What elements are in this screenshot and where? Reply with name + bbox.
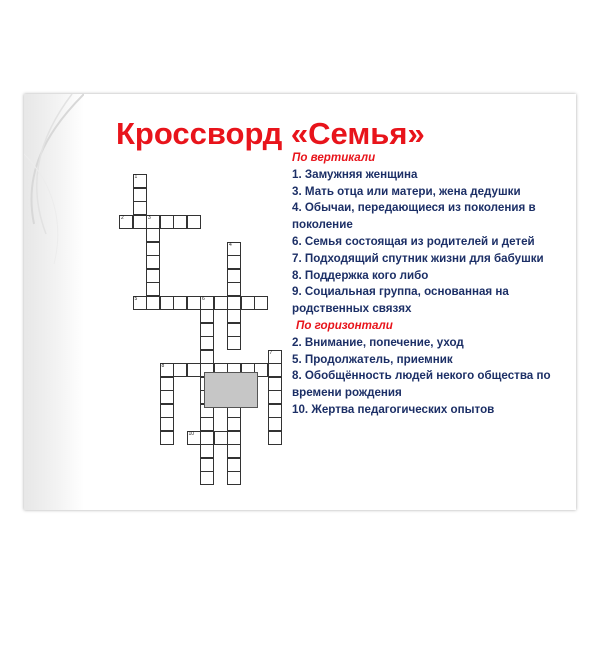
vertical-clue-4: 4. Обычаи, передающиеся из поколения в поколение: [292, 201, 536, 232]
crossword-cell-number: 2: [121, 214, 124, 221]
crossword-cell[interactable]: [133, 201, 147, 215]
crossword-cell[interactable]: [254, 296, 268, 310]
crossword-cell[interactable]: [160, 296, 174, 310]
crossword-cell[interactable]: [268, 417, 282, 431]
crossword-cell[interactable]: [160, 363, 174, 377]
page-title: Кроссворд «Семья»: [116, 116, 425, 151]
crossword-cell[interactable]: [133, 296, 147, 310]
crossword-cell[interactable]: [227, 282, 241, 296]
crossword-cell[interactable]: [187, 296, 201, 310]
crossword-cell-number: 1: [134, 174, 138, 180]
crossword-cell[interactable]: [227, 417, 241, 431]
crossword-cell[interactable]: [268, 431, 282, 445]
crossword-cell[interactable]: [227, 242, 241, 256]
crossword-cell[interactable]: [227, 323, 241, 337]
crossword-cell[interactable]: [160, 404, 174, 418]
crossword-cell[interactable]: [227, 471, 241, 485]
crossword-cell-number: 3: [148, 214, 151, 221]
crossword-cell[interactable]: [146, 269, 160, 283]
crossword-cell[interactable]: [160, 431, 174, 445]
crossword-cell-number: 7: [269, 349, 273, 356]
horizontal-clue-10: 10. Жертва педагогических опытов: [292, 402, 495, 416]
crossword-cell[interactable]: [160, 215, 174, 229]
crossword-cell-number: 5: [134, 295, 138, 302]
crossword-cell[interactable]: [214, 431, 228, 445]
crossword-cell[interactable]: [160, 417, 174, 431]
slide: [24, 94, 576, 510]
crossword-cell[interactable]: [268, 404, 282, 418]
crossword-grid: [119, 174, 279, 480]
crossword-cell[interactable]: [187, 431, 201, 445]
crossword-cell[interactable]: [268, 350, 282, 364]
vertical-clue-6: 6. Семья состоящая из родителей и детей: [292, 234, 535, 248]
crossword-cell[interactable]: [146, 228, 160, 242]
crossword-cell[interactable]: [241, 296, 255, 310]
vertical-clue-3: 3. Мать отца или матери, жена дедушки: [292, 184, 521, 198]
crossword-cell[interactable]: [227, 431, 241, 445]
crossword-cell[interactable]: [268, 377, 282, 391]
crossword-cell[interactable]: [268, 363, 282, 377]
vertical-clue-9: 9. Социальная группа, основанная на родственных связях: [292, 285, 509, 316]
crossword-cell[interactable]: [268, 390, 282, 404]
crossword-cell[interactable]: [146, 282, 160, 296]
crossword-cell[interactable]: [227, 444, 241, 458]
crossword-cell-number: 4: [229, 241, 232, 248]
crossword-cell[interactable]: [146, 215, 160, 229]
crossword-cell[interactable]: [227, 255, 241, 269]
crossword-cell[interactable]: [200, 350, 214, 364]
crossword-cell-number: 10: [188, 430, 195, 437]
crossword-cell[interactable]: [160, 390, 174, 404]
vertical-clue-1: 1. Замужняя женщина: [292, 167, 418, 181]
crossword-cell[interactable]: [173, 363, 187, 377]
crossword-cell[interactable]: [200, 323, 214, 337]
crossword-cell[interactable]: [146, 296, 160, 310]
crossword-cell[interactable]: [187, 363, 201, 377]
crossword-cell[interactable]: [119, 215, 133, 229]
vertical-heading: По вертикали: [292, 151, 376, 164]
crossword-cell[interactable]: [200, 309, 214, 323]
crossword-cell[interactable]: [146, 255, 160, 269]
crossword-cell-number: 8: [161, 363, 165, 369]
crossword-cell[interactable]: [200, 431, 214, 445]
slide-decoration: [24, 94, 84, 510]
horizontal-clue-5: 5. Продолжатель, приемник: [292, 352, 453, 366]
crossword-cell[interactable]: [227, 296, 241, 310]
vertical-clue-7: 7. Подходящий спутник жизни для бабушки: [292, 251, 544, 265]
crossword-cell[interactable]: [227, 309, 241, 323]
crossword-cell[interactable]: [187, 215, 201, 229]
crossword-cell[interactable]: [160, 377, 174, 391]
crossword-cell[interactable]: [173, 296, 187, 310]
vertical-clue-8: 8. Поддержка кого либо: [292, 268, 429, 282]
crossword-cell[interactable]: [227, 336, 241, 350]
crossword-cell[interactable]: [227, 458, 241, 472]
crossword-cell[interactable]: [200, 417, 214, 431]
crossword-cell[interactable]: [133, 188, 147, 202]
clues-panel: [292, 150, 562, 419]
crossword-cell[interactable]: [200, 471, 214, 485]
crossword-cell[interactable]: [214, 296, 228, 310]
crossword-cell[interactable]: [200, 444, 214, 458]
horizontal-clue-8: 8. Обобщённость людей некого общества по времени рождения: [292, 369, 551, 400]
crossword-cell-number: 6: [202, 295, 205, 302]
crossword-cell[interactable]: [173, 215, 187, 229]
horizontal-heading: По горизонтали: [296, 318, 393, 332]
crossword-cell[interactable]: [133, 215, 147, 229]
crossword-cell[interactable]: [200, 296, 214, 310]
crossword-cell[interactable]: [146, 242, 160, 256]
crossword-cell[interactable]: [200, 336, 214, 350]
crossword-cell[interactable]: [133, 174, 147, 188]
crossword-cell[interactable]: [227, 269, 241, 283]
crossword-cell[interactable]: [200, 458, 214, 472]
horizontal-clue-2: 2. Внимание, попечение, уход: [292, 335, 464, 349]
crossword-shaded-block: [204, 372, 258, 408]
